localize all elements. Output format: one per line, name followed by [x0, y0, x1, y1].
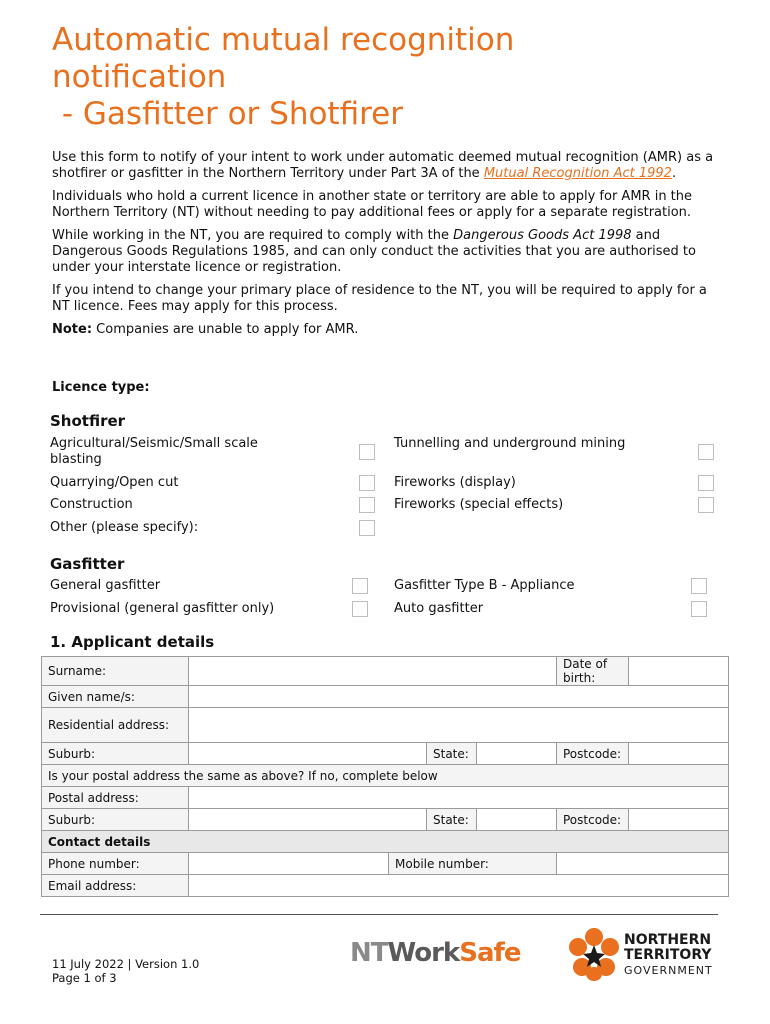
applicant-details-heading: 1. Applicant details [50, 633, 215, 651]
intro-note: Note: Companies are unable to apply for AMR. [52, 322, 359, 337]
option-label: General gasfitter [50, 578, 161, 593]
option-label: Fireworks (special effects) [394, 497, 564, 512]
residential-address-input[interactable] [189, 708, 729, 743]
desert-rose-icon [566, 927, 622, 982]
option-label: Tunnelling and underground mining [394, 436, 626, 451]
postcode-input[interactable] [629, 743, 729, 765]
phone-input[interactable] [189, 853, 389, 875]
state-label: State: [427, 743, 477, 765]
intro-paragraph-2: Individuals who hold a current licence in another state or territory are able to apply for AMR in the Northern Territory (NT) without needing to pay additional fees or apply for a separate registration. [52, 189, 693, 220]
checkbox-auto-gasfitter[interactable] [691, 601, 707, 617]
option-label: Agricultural/Seismic/Small scale blasting [50, 436, 258, 467]
postal-state-label: State: [427, 809, 477, 831]
applicant-details-table [41, 656, 729, 897]
page-title [52, 22, 514, 133]
title-line-2: notification [52, 59, 227, 95]
postal-address-label: Postal address: [42, 787, 189, 809]
postal-postcode-label: Postcode: [557, 809, 629, 831]
footer-version: 11 July 2022 | Version 1.0 [52, 957, 200, 971]
contact-details-band: Contact details [42, 831, 729, 853]
email-label: Email address: [42, 875, 189, 897]
phone-label: Phone number: [42, 853, 189, 875]
gasfitter-heading: Gasfitter [50, 555, 125, 573]
postal-suburb-input[interactable] [189, 809, 427, 831]
intro-paragraph-3: While working in the NT, you are required to comply with the Dangerous Goods Act 1998 and Dangerous Goods Regulations 1985, and can only conduct the activities that you are authorised to under your interstate licence or registration. [52, 228, 696, 275]
checkbox-general-gasfitter[interactable] [352, 578, 368, 594]
option-label: Fireworks (display) [394, 475, 516, 490]
licence-type-label: Licence type: [52, 380, 150, 395]
intro-section [52, 150, 720, 345]
surname-input[interactable] [189, 657, 557, 686]
postal-address-input[interactable] [189, 787, 729, 809]
checkbox-provisional-gasfitter[interactable] [352, 601, 368, 617]
intro-paragraph-1: Use this form to notify of your intent to work under automatic deemed mutual recognition (AMR) as a shotfirer or gasfitter in the Northern Territory under Part 3A of the Mutual Recognition Act 1992. [52, 150, 714, 181]
mobile-input[interactable] [557, 853, 729, 875]
given-names-input[interactable] [189, 686, 729, 708]
option-label: Gasfitter Type B - Appliance [394, 578, 575, 593]
checkbox-gasfitter-type-b[interactable] [691, 578, 707, 594]
footer-page-number: Page 1 of 3 [52, 971, 117, 985]
checkbox-quarrying[interactable] [359, 475, 375, 491]
option-label: Construction [50, 497, 133, 512]
nt-government-wordmark: NORTHERN TERRITORY GOVERNMENT [624, 932, 713, 977]
checkbox-construction[interactable] [359, 497, 375, 513]
dob-label: Date of birth: [557, 657, 629, 686]
postal-question: Is your postal address the same as above? If no, complete below [42, 765, 729, 787]
option-label: Quarrying/Open cut [50, 475, 179, 490]
checkbox-tunnelling[interactable] [698, 444, 714, 460]
checkbox-fireworks-display[interactable] [698, 475, 714, 491]
suburb-label: Suburb: [42, 743, 189, 765]
title-line-3: - Gasfitter or Shotfirer [52, 96, 403, 132]
email-input[interactable] [189, 875, 729, 897]
given-names-label: Given name/s: [42, 686, 189, 708]
surname-label: Surname: [42, 657, 189, 686]
postcode-label: Postcode: [557, 743, 629, 765]
ntworksafe-logo: NTWorkSafe [350, 938, 521, 968]
checkbox-fireworks-special-effects[interactable] [698, 497, 714, 513]
postal-postcode-input[interactable] [629, 809, 729, 831]
option-label: Auto gasfitter [394, 601, 484, 616]
mutual-recognition-act-link[interactable]: Mutual Recognition Act 1992 [483, 166, 672, 181]
checkbox-agricultural-blasting[interactable] [359, 444, 375, 460]
suburb-input[interactable] [189, 743, 427, 765]
option-label: Other (please specify): [50, 520, 199, 535]
state-input[interactable] [477, 743, 557, 765]
shotfirer-heading: Shotfirer [50, 412, 126, 430]
residential-address-label: Residential address: [42, 708, 189, 743]
footer [52, 957, 199, 985]
postal-state-input[interactable] [477, 809, 557, 831]
option-label: Provisional (general gasfitter only) [50, 601, 275, 616]
checkbox-other[interactable] [359, 520, 375, 536]
dob-input[interactable] [629, 657, 729, 686]
postal-suburb-label: Suburb: [42, 809, 189, 831]
nt-government-logo [566, 927, 726, 982]
intro-paragraph-4: If you intend to change your primary place of residence to the NT, you will be required to apply for a NT licence. Fees may apply for this process. [52, 283, 707, 314]
title-line-1: Automatic mutual recognition [52, 22, 515, 58]
mobile-label: Mobile number: [389, 853, 557, 875]
footer-divider [40, 914, 718, 915]
